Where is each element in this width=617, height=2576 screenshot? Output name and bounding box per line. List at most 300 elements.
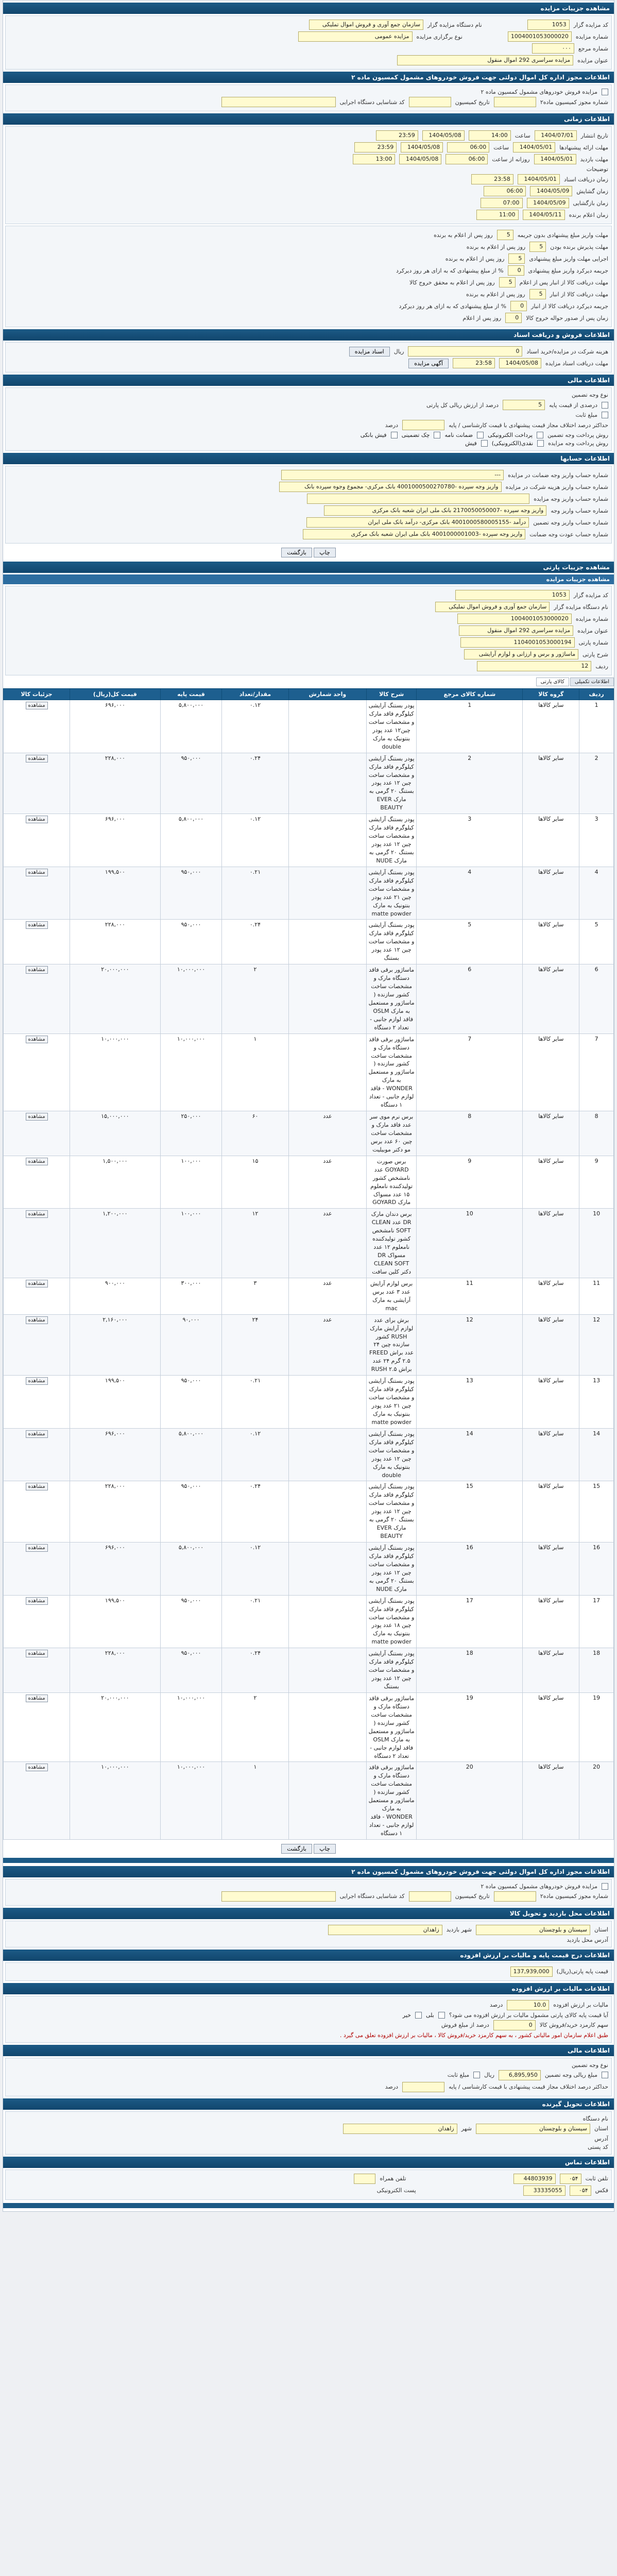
bottom-permit-code: کد شناسایی دستگاه اجرایی [339,1893,405,1900]
cell-action [4,1033,70,1111]
vat-header: اطلاعات مالیات بر ارزش افزوده [3,1983,614,1994]
accounts-buttons [3,548,614,557]
permit-date-value [409,97,451,107]
cell-group: سایر کالاها [523,1278,579,1314]
contact-header: اطلاعات تماس [3,2157,614,2168]
account-label: شماره حساب واریز وجه ضمانت در مزایده [508,471,608,479]
view-item-button[interactable]: مشاهده [26,1210,48,1218]
schedule-single-label: زمان بازگشایی [573,199,608,207]
party-tabs [3,677,614,686]
cell-action [4,1314,70,1376]
pay2-opt-1: فیش [465,440,477,447]
cell-group: سایر کالاها [523,1481,579,1543]
cell-qty: ۲ [222,964,288,1034]
vat-no-radio[interactable] [415,2012,422,2019]
mobile-prefix [354,2174,375,2184]
account-row [9,505,608,516]
items-body [4,700,614,1840]
cell-action [4,700,70,753]
cell-qty: ۰.۲۴ [222,1481,288,1543]
pay2-opt-0: نقدی(الکترونیکی) [491,440,534,447]
account-label: شماره حساب عودت وجه ضمانت [529,531,608,538]
cell-qty: ۲ [222,1692,288,1762]
cell-unit [288,1543,366,1596]
cell-total: ۱,۲۰۰,۰۰۰ [70,1209,161,1278]
cell-ref: 12 [417,1314,523,1376]
accounts-header: اطلاعات حسابها [3,453,614,464]
cell-total: ۶۹۶,۰۰۰ [70,700,161,753]
deadline-row [9,289,608,299]
email-label: پست الکترونیکی [376,2187,416,2194]
deadlines-panel [5,226,612,327]
cell-desc: پودر بستنگ آرایشی کیلوگرم فاقد مارک و مشخصات ساخت چین ۱۲ عدد پودر بستنگ ۲۰ گرمی به مارک NUDE [367,1543,417,1596]
location-header: اطلاعات محل بازدید و تحویل کالا [3,1908,614,1919]
vat-value: 10.0 [507,2000,549,2010]
cell-desc: برس صورت GOYARD عدد نامشخص کشور تولیدکننده نامعلوم ۱۵ عدد مسواک مارک GOYARD [367,1156,417,1209]
schedule-single-label: زمان اعلام برنده [569,211,608,218]
cell-unit [288,1033,366,1111]
auction-field-value: 1004001053000020 [508,31,572,42]
cell-group: سایر کالاها [523,753,579,814]
schedule-to-time: 23:59 [354,142,397,152]
auction-field-row-1 [9,31,608,42]
guarantee-radio-percent[interactable] [602,402,608,409]
finance-header: اطلاعات مالی [3,375,614,386]
cell-group: سایر کالاها [523,700,579,753]
deadline-unit: روز پس از اعلام به برنده [466,243,526,250]
account-value: درآمد -4001000580005155 بانک مرکزی- درآمد بانک ملی ایران [306,517,529,528]
table-row [4,867,614,920]
cell-total: ۲۰,۰۰۰,۰۰۰ [70,964,161,1034]
schedule-to: 1404/05/08 [401,142,443,152]
cell-action [4,867,70,920]
pay-checkbox-3[interactable] [391,432,398,438]
pay-opt-0: پرداخت الکترونیکی [488,432,533,438]
view-item-button[interactable]: مشاهده [26,1544,48,1552]
cell-desc: پودر بستنگ آرایشی کیلوگرم فاقد مارک و مشخصات ساخت چین ۲۱ عدد پودر بنتونیک به مارک matte powder [367,867,417,920]
cell-action [4,1428,70,1481]
permit-code-value [221,97,336,107]
account-value: واریز وجه سپرده -4001000001003 بانک ملی ایران شعبه بانک مرکزی [303,529,525,539]
cell-qty: ۰.۲۴ [222,920,288,964]
auction-ad-button[interactable]: آگهی مزایده [408,359,449,368]
guarantee-note-value [402,420,444,430]
receiver-addr-row [9,2136,608,2142]
view-item-button[interactable]: مشاهده [26,1764,48,1771]
bottom-guarantee-note-value [402,2082,444,2092]
cell-action [4,1156,70,1209]
cell-qty: ۰.۲۱ [222,867,288,920]
cell-unit: عدد [288,1111,366,1156]
bottom-guarantee-note-unit: درصد [385,2083,399,2091]
province-label: استان [594,1926,608,1934]
deadline-row [9,265,608,276]
cell-ref: 11 [417,1278,523,1314]
cell-ref: 2 [417,753,523,814]
auction-field-value: سازمان جمع آوری و فروش اموال تملیکی [309,20,423,30]
cell-action [4,1111,70,1156]
deadline-unit: روز پس از اعلام [462,314,502,321]
doc-deadline-date: 1404/05/08 [499,358,541,368]
guarantee-label-row [9,392,608,398]
cell-desc: پودر بستنگ آرایشی کیلوگرم فاقد مارک و مشخصات ساخت چین ۱۲ عدد پودر بستنگ ۲۰ گرمی به مارک EVER BEAUTY [367,753,417,814]
cell-total: ۲۲۸,۰۰۰ [70,753,161,814]
auction-field-row-3 [9,55,608,65]
deadline-row [9,230,608,240]
bottom-license-checkbox[interactable] [602,1883,608,1890]
cell-unit [288,753,366,814]
view-item-button[interactable]: مشاهده [26,1316,48,1324]
table-row [4,1033,614,1111]
view-item-button[interactable]: مشاهده [26,1280,48,1287]
cell-desc: پودر بستنگ آرایشی کیلوگرم فاقد مارک و مشخصات ساخت چین۱۲ عدد پودر بنتونیک به مارک double [367,700,417,753]
cell-total: ۱۹۹,۵۰۰ [70,1376,161,1429]
table-row [4,1156,614,1209]
table-row [4,1692,614,1762]
cell-group: سایر کالاها [523,1156,579,1209]
table-row [4,1481,614,1543]
view-item-button[interactable]: مشاهده [26,816,48,823]
cell-total: ۲۰,۰۰۰,۰۰۰ [70,1692,161,1762]
cell-no: 6 [579,964,614,1034]
bottom-license-label: مزایده فروش خودروهای مشمول کمسیون ماده ۲ [481,1883,597,1890]
cell-action [4,1595,70,1648]
cell-no: 18 [579,1648,614,1693]
schedule-from-time: 06:00 [445,154,488,164]
fax-value: 33335055 [523,2185,565,2196]
cell-desc: پودر بستنگ آرایشی کیلوگرم فاقد مارک و مشخصات ساخت چین ۱۲ عدد پودر بستنگ [367,1648,417,1693]
cell-desc: پودر بستنگ آرایشی کیلوگرم فاقد مارک و مشخصات ساخت چین ۲۱ عدد پودر بنتونیک به مارک matte powder [367,1376,417,1429]
bottom-license-row [9,1883,608,1890]
bottom-guarantee-radio-fixed[interactable] [473,2072,480,2078]
view-item-button[interactable]: مشاهده [26,1650,48,1657]
items-col-header: مقدار/تعداد [222,689,288,700]
guarantee-label: نوع وجه تضمین [572,392,608,398]
bottom-permit-row [9,1891,608,1902]
receiver-city-label: شهر [461,2125,472,2132]
receiver-state-label: استان [594,2125,608,2132]
doc-deadline-label: مهلت دریافت اسناد مزایده [545,360,608,367]
guarantee-radio-fixed[interactable] [602,412,608,418]
cell-ref: 19 [417,1692,523,1762]
items-table [3,688,614,1840]
cell-action [4,1692,70,1762]
schedule-from: 1404/05/01 [513,142,555,152]
permit-value [494,97,536,107]
table-row [4,753,614,814]
cell-desc: برس لوازم آرایش عدد ۳ عدد برس آرایشی به مارک mac [367,1278,417,1314]
cell-no: 17 [579,1595,614,1648]
cell-desc: برش برای عدد لوازم آرایش مارک RUSH کشور سازنده چین ۲۴ عدد براش FREED ۲.۵ گرم ۲۴ عدد براش RUSH ۲.۵ [367,1314,417,1376]
cell-base: ۹۵۰,۰۰۰ [160,920,222,964]
receiver-dept-label: نام دستگاه [582,2115,608,2122]
cell-desc: ماساژور برقی فاقد دستگاه مارک و مشخصات ساخت کشور سازنده ( ماساژور و مستعمل به مارک OSLM فاقد لوازم جانبی - تعداد ۲ دستگاه [367,1692,417,1762]
deadline-label: زمان پس از صدور حواله خروج کالا [526,314,608,321]
cell-total: ۱۰,۰۰۰,۰۰۰ [70,1033,161,1111]
schedule-desc-label: توضیحات [586,166,608,173]
table-row [4,1648,614,1693]
party-field-value: ماساژور و برس و ارزانی و لوازم آرایشی [464,649,578,659]
items-col-header: ردیف [579,689,614,700]
cell-unit [288,700,366,753]
schedule-from: 1404/05/01 [534,154,576,164]
cell-action [4,1648,70,1693]
schedule-from: 1404/07/01 [535,130,577,141]
schedule-time-label: ساعت [515,132,530,139]
deadline-unit: % از مبلغ پیشنهادی که به ازای هر روز دیرکرد [399,302,507,310]
tel-label: تلفن ثابت [585,2175,608,2182]
party-field-row [9,614,608,624]
cell-ref: 6 [417,964,523,1034]
cell-no: 11 [579,1278,614,1314]
account-value: واریز وجه سپرده -2170050050007 بانک ملی ایران شعبه بانک مرکزی [324,505,546,516]
receiver-city-value: زاهدان [343,2124,457,2134]
cell-action [4,964,70,1034]
tab-party-items[interactable]: کالای پارتی [536,677,569,686]
receiver-dept-row [9,2115,608,2122]
bottom-permit-date: تاریخ کمیسیون [455,1893,490,1900]
bottom-license-header: اطلاعات مجوز اداره کل اموال دولتی جهت فروش خودروهای مشمول کمسیون ماده ۲ [3,1866,614,1877]
cell-qty: ۱ [222,1762,288,1839]
schedule-header: اطلاعات زمانی [3,113,614,125]
city-value: زاهدان [328,1925,442,1935]
schedule-row [9,130,608,141]
cell-ref: 16 [417,1543,523,1596]
party-field-value: سازمان جمع آوری و فروش اموال تملیکی [435,602,550,612]
cell-no: 12 [579,1314,614,1376]
back-button-2[interactable]: بازگشت [281,1844,312,1854]
cell-base: ۱۰۰,۰۰۰ [160,1209,222,1278]
items-header-row [4,689,614,700]
cell-no: 15 [579,1481,614,1543]
table-row [4,1428,614,1481]
cell-ref: 1 [417,700,523,753]
table-row [4,1111,614,1156]
schedule-single-row [9,174,608,184]
cell-group: سایر کالاها [523,867,579,920]
party-field-row [9,661,608,671]
back-button[interactable]: بازگشت [281,548,312,557]
guarantee-opt2-label: مبلغ ثابت [575,412,597,418]
party-panel [5,586,612,675]
cell-qty: ۲۴ [222,1314,288,1376]
deadline-value: 0 [508,265,524,276]
vat-warning-row [9,2032,608,2039]
deadline-unit: روز پس از اعلام به برنده [445,255,505,262]
receiver-post-label: کد پستی [588,2143,608,2150]
auction-field-row-0 [9,20,608,30]
cell-desc: برس دندان مارک DR عدد CLEAN SOFT نامشخص کشور تولیدکننده نامعلوم ۱۲ عدد مسواک DR CLEAN SOFT دکتر کلین سافت [367,1209,417,1278]
cell-no: 8 [579,1111,614,1156]
deadline-unit: روز پس از اعلام به برنده [466,291,525,298]
pay-opt-3: فیش بانکی [360,432,387,438]
party-field-label: ردیف [595,663,608,670]
cell-base: ۱۰,۰۰۰,۰۰۰ [160,1762,222,1839]
cell-base: ۱۰,۰۰۰,۰۰۰ [160,964,222,1034]
auction-field-label: نوع برگزاری مزایده [416,33,462,40]
cell-total: ۲۲۸,۰۰۰ [70,1648,161,1693]
cell-base: ۳۰۰,۰۰۰ [160,1278,222,1314]
view-item-button[interactable]: مشاهده [26,869,48,876]
auction-docs-button[interactable]: اسناد مزایده [349,347,390,357]
bottom-guarantee-label: نوع وجه تضمین [572,2061,608,2069]
view-item-button[interactable]: مشاهده [26,1158,48,1165]
pay2-checkbox-0[interactable] [537,440,544,447]
items-col-header: گروه کالا [523,689,579,700]
guarantee-opt2-row [9,412,608,418]
cell-qty: ۰.۱۲ [222,1428,288,1481]
bottom-guarantee-radio-amount[interactable] [602,2072,608,2078]
vat-question: آیا قیمت پایه کالای پارتی مشمول مالیات بر ارزش افزوده می شود؟ [449,2011,608,2019]
account-label: شماره حساب واریز وجه مزایده [534,495,608,502]
bottom-guarantee-opt2: مبلغ ثابت [447,2072,470,2079]
cell-ref: 18 [417,1648,523,1693]
cell-qty: ۶۰ [222,1111,288,1156]
cell-total: ۲۲۸,۰۰۰ [70,920,161,964]
vat-no-label: خیر [402,2011,411,2019]
schedule-panel [5,126,612,224]
cell-action [4,1209,70,1278]
cell-base: ۱۰۰,۰۰۰ [160,1156,222,1209]
cell-total: ۹۰۰,۰۰۰ [70,1278,161,1314]
cell-total: ۶۹۶,۰۰۰ [70,814,161,867]
party-field-label: عنوان مزایده [577,627,608,634]
cell-no: 4 [579,867,614,920]
auction-field-value: مزایده سراسری 292 اموال منقول [397,55,573,65]
cell-total: ۲,۱۶۰,۰۰۰ [70,1314,161,1376]
cell-desc: ماساژور برقی فاقد دستگاه مارک و مشخصات ساخت کشور سازنده ( ماساژور و مستعمل به مارک WONDER - فاقد لوازم جانبی - تعداد ۱ دستگاه [367,1762,417,1839]
receiver-post-row [9,2144,608,2150]
schedule-single-row [9,186,608,196]
guarantee-note-unit: درصد [385,421,399,429]
account-label: شماره حساب واریز هزینه شرکت در مزایده [505,483,608,490]
view-item-button[interactable]: مشاهده [26,1430,48,1438]
table-row [4,1376,614,1429]
cell-no: 10 [579,1209,614,1278]
deadline-value: 5 [529,242,546,252]
cell-unit [288,867,366,920]
deadline-value: 5 [529,289,546,299]
cell-group: سایر کالاها [523,1376,579,1429]
auction-field-value: 1053 [527,20,570,30]
cell-ref: 20 [417,1762,523,1839]
receiver-addr-label: آدرس [594,2135,608,2142]
cell-group: سایر کالاها [523,1314,579,1376]
pay-checkbox-0[interactable] [537,432,543,438]
pay-checkbox-1[interactable] [477,432,484,438]
vat-yes-radio[interactable] [438,2012,445,2019]
license-checkbox[interactable] [602,89,608,95]
party-field-row [9,625,608,636]
license-header: اطلاعات مجوز اداره کل اموال دولتی جهت فروش خودروهای مشمول کمسیون ماده ۲ [3,72,614,83]
cell-base: ۵,۸۰۰,۰۰۰ [160,1543,222,1596]
receiver-loc-row [9,2124,608,2134]
guarantee-note-row [9,420,608,430]
tab-extra-info[interactable]: اطلاعات تکمیلی [570,677,614,686]
auction-field-row-2 [9,43,608,54]
cell-no: 14 [579,1428,614,1481]
view-item-button[interactable]: مشاهده [26,1036,48,1043]
bottom-finance-header: اطلاعات مالی [3,2045,614,2056]
cell-no: 1 [579,700,614,753]
view-item-button[interactable]: مشاهده [26,1694,48,1702]
deadline-value: 0 [505,313,522,323]
print-button[interactable]: چاپ [314,548,336,557]
auction-field-label: شماره مرجع [578,45,608,52]
view-item-button[interactable]: مشاهده [26,921,48,929]
base-price-label: قیمت پایه پارتی(ریال) [556,1968,608,1975]
cell-action [4,1481,70,1543]
cell-no: 13 [579,1376,614,1429]
cell-base: ۵,۸۰۰,۰۰۰ [160,700,222,753]
pay-checkbox-2[interactable] [434,432,440,438]
deadline-label: جریمه دیرکرد واریز مبلغ پیشنهادی [528,267,608,274]
cell-unit [288,1428,366,1481]
bottom-guarantee-row [9,2070,608,2080]
cell-qty: ۰.۱۲ [222,700,288,753]
cell-base: ۹۵۰,۰۰۰ [160,1595,222,1648]
cell-unit [288,1692,366,1762]
view-item-button[interactable]: مشاهده [26,966,48,974]
schedule-label: تاریخ انتشار [580,132,608,139]
schedule-to: 1404/05/08 [399,154,441,164]
view-item-button[interactable]: مشاهده [26,1597,48,1605]
cell-desc: پودر بستنگ آرایشی کیلوگرم فاقد مارک و مشخصات ساخت چین ۱۲ عدد پودر بستنگ ۲۰ گرمی به مارک EVER BEAUTY [367,1481,417,1543]
footer-bar-2 [3,2203,614,2208]
guarantee-opt1-unit: درصد از ارزش ریالی کل پارتی [426,401,499,409]
cell-action [4,1762,70,1839]
cell-group: سایر کالاها [523,920,579,964]
doc-fee-value: 0 [408,346,522,357]
deadline-row [9,277,608,287]
view-item-button[interactable]: مشاهده [26,1113,48,1121]
schedule-single-time: 11:00 [476,210,519,220]
deadline-row [9,301,608,311]
cell-base: ۵,۸۰۰,۰۰۰ [160,1428,222,1481]
schedule-single-date: 1404/05/09 [530,186,572,196]
cell-base: ۱۰,۰۰۰,۰۰۰ [160,1692,222,1762]
vat-warning: طبق اعلام سازمان امور مالیاتی کشور ، به سهم کارمزد خرید/فروش کالا ، مالیات بر ارزش افزوده تعلق می گیرد . [339,2031,608,2039]
cell-no: 9 [579,1156,614,1209]
table-row [4,1314,614,1376]
cell-qty: ۱ [222,1033,288,1111]
schedule-row [9,154,608,164]
cell-ref: 5 [417,920,523,964]
view-item-button[interactable]: مشاهده [26,755,48,762]
cell-no: 20 [579,1762,614,1839]
view-item-button[interactable]: مشاهده [26,1377,48,1385]
cell-no: 5 [579,920,614,964]
cell-action [4,753,70,814]
license-panel [5,84,612,111]
cell-unit [288,814,366,867]
license-permit-row [9,97,608,107]
deadline-label: اجرایی مهلت واریز مبلغ پیشنهادی [529,255,608,262]
view-item-button[interactable]: مشاهده [26,1483,48,1490]
schedule-row [9,142,608,152]
city-label: شهر بازدید [446,1926,472,1934]
cell-group: سایر کالاها [523,1033,579,1111]
party-field-row [9,649,608,659]
cell-unit [288,920,366,964]
print-button-2[interactable]: چاپ [314,1844,336,1854]
cell-unit [288,964,366,1034]
schedule-single-date: 1404/05/11 [523,210,565,220]
schedule-single-date: 1404/05/09 [527,198,569,208]
guarantee-opt1-label: درصدی از قیمت پایه [549,401,597,409]
pay2-checkbox-1[interactable] [481,440,488,447]
view-item-button[interactable]: مشاهده [26,702,48,709]
